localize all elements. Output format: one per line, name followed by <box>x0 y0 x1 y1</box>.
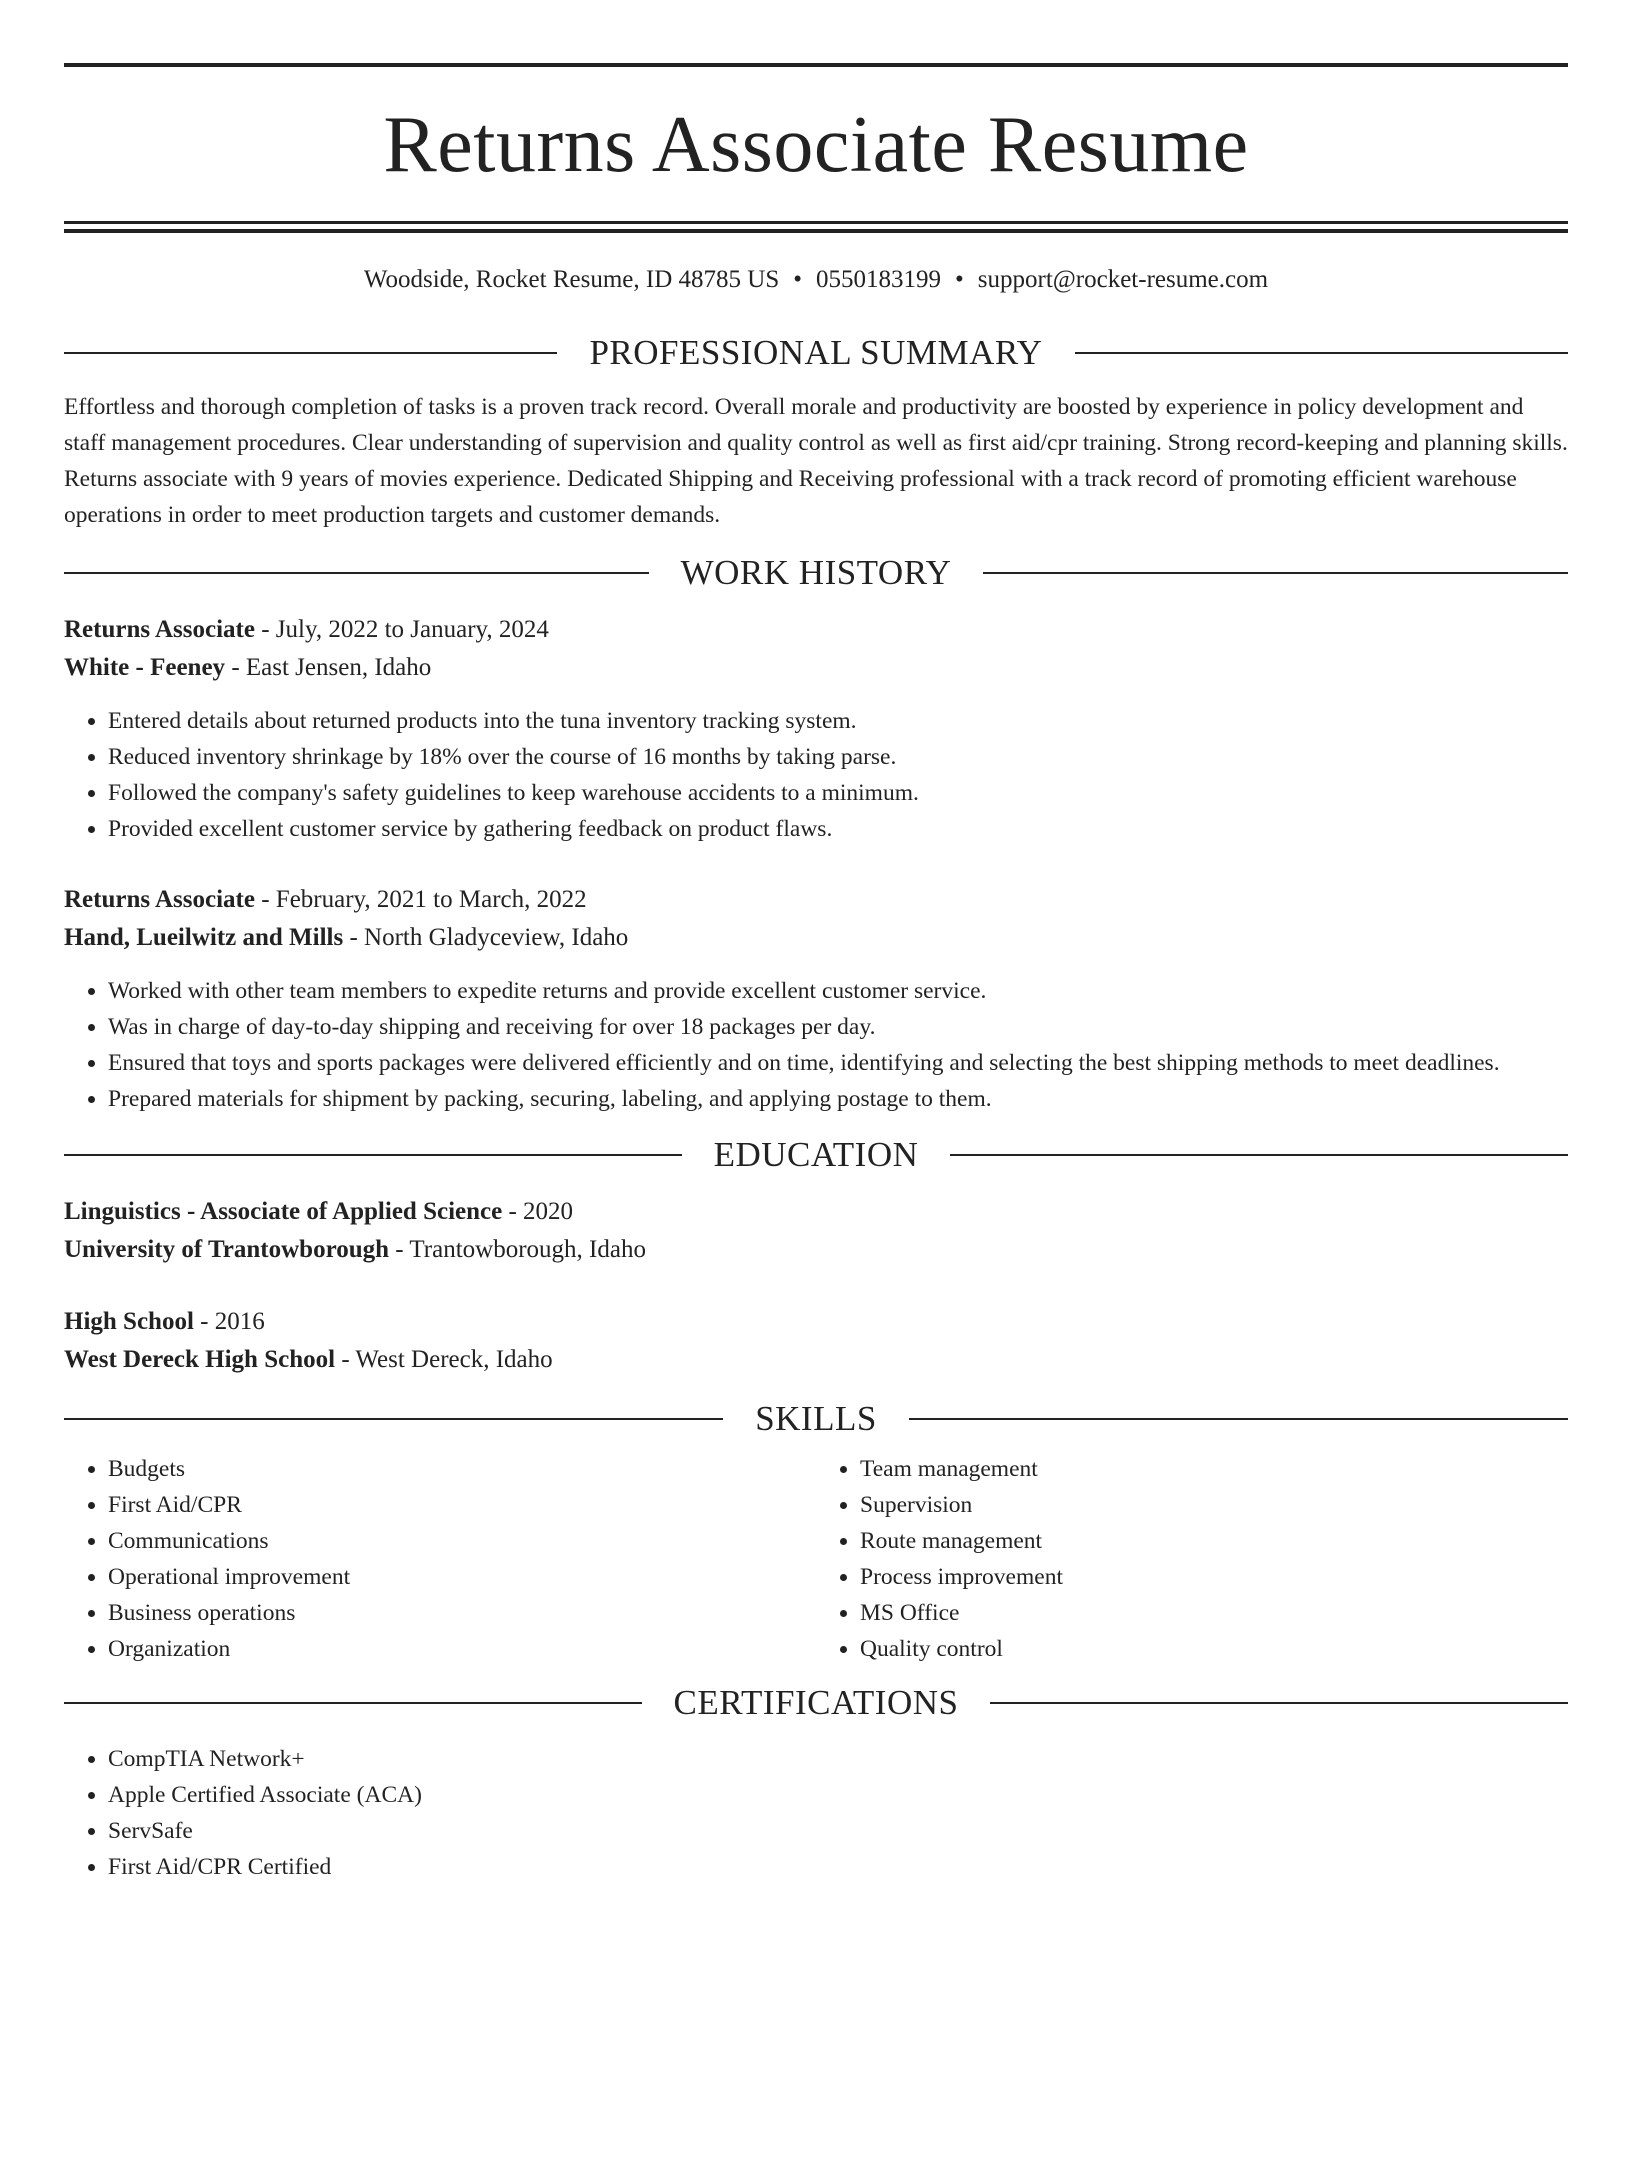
job-bullets <box>64 973 1568 1117</box>
skills-columns <box>64 1451 1568 1667</box>
skill-item: • Communications <box>108 1523 816 1559</box>
certification-item: • ServSafe <box>108 1813 1568 1849</box>
education-degree-line <box>64 1193 1568 1231</box>
section-title: WORK HISTORY <box>680 553 952 592</box>
job-location: - North Gladyceview, Idaho <box>343 924 629 951</box>
skill-item: • Operational improvement <box>108 1559 816 1595</box>
section-title: EDUCATION <box>713 1135 919 1174</box>
certification-item: • First Aid/CPR Certified <box>108 1849 1568 1885</box>
title-double-rule <box>64 221 1568 233</box>
section-heading-skills <box>64 1397 1568 1441</box>
heading-rule <box>983 572 1568 574</box>
certification-item: • CompTIA Network+ <box>108 1741 1568 1777</box>
education-school: University of Trantowborough <box>64 1236 390 1263</box>
contact-separator: • <box>955 266 964 293</box>
job-bullet: • Provided excellent customer service by gathering feedback on product flaws. <box>108 811 1568 847</box>
education-school-line <box>64 1341 1568 1379</box>
job-title-line <box>64 611 1568 649</box>
skill-item: • First Aid/CPR <box>108 1487 816 1523</box>
contact-line <box>64 263 1568 297</box>
skill-item: • Business operations <box>108 1595 816 1631</box>
resume-title: Returns Associate Resume <box>383 101 1249 189</box>
skill-item: • Organization <box>108 1631 816 1667</box>
heading-rule <box>64 1702 642 1704</box>
contact-phone: 0550183199 <box>816 266 941 293</box>
job-bullet: • Entered details about returned products into the tuna inventory tracking system. <box>108 703 1568 739</box>
heading-rule <box>950 1154 1568 1156</box>
skill-item: • Process improvement <box>860 1559 1568 1595</box>
job-company-line <box>64 919 1568 957</box>
skill-item: • Quality control <box>860 1631 1568 1667</box>
education-degree: High School <box>64 1308 194 1335</box>
skill-item: • Budgets <box>108 1451 816 1487</box>
contact-address: Woodside, Rocket Resume, ID 48785 US <box>363 266 780 293</box>
job-title: Returns Associate <box>64 616 255 643</box>
education-location: - West Dereck, Idaho <box>335 1346 553 1373</box>
skills-list-right <box>816 1451 1568 1667</box>
job-entry <box>64 881 1568 957</box>
section-heading-education <box>64 1133 1568 1177</box>
resume-page <box>0 63 1632 2175</box>
job-dates: - July, 2022 to January, 2024 <box>254 616 549 643</box>
skill-item: • MS Office <box>860 1595 1568 1631</box>
job-title-line <box>64 881 1568 919</box>
section-title: CERTIFICATIONS <box>673 1683 959 1722</box>
heading-rule <box>64 352 557 354</box>
education-school-line <box>64 1231 1568 1269</box>
heading-rule <box>1075 352 1568 354</box>
heading-rule <box>64 1418 723 1420</box>
heading-rule <box>909 1418 1568 1420</box>
job-bullets <box>64 703 1568 847</box>
contact-email: support@rocket-resume.com <box>977 266 1269 293</box>
skill-item: • Supervision <box>860 1487 1568 1523</box>
job-company: Hand, Lueilwitz and Mills <box>64 924 344 951</box>
education-year: - 2016 <box>193 1308 265 1335</box>
job-bullet: • Ensured that toys and sports packages were delivered efficiently and on time, identifying and selecting the best shipping methods to meet deadlines. <box>108 1045 1568 1081</box>
certifications-list <box>64 1741 1568 1885</box>
skill-item: • Team management <box>860 1451 1568 1487</box>
heading-rule <box>64 1154 682 1156</box>
education-entry <box>64 1303 1568 1379</box>
education-year: - 2020 <box>502 1198 574 1225</box>
top-rule <box>64 63 1568 67</box>
skill-item: • Route management <box>860 1523 1568 1559</box>
certification-item: • Apple Certified Associate (ACA) <box>108 1777 1568 1813</box>
job-title: Returns Associate <box>64 886 255 913</box>
heading-rule <box>64 572 649 574</box>
job-bullet: • Was in charge of day-to-day shipping and receiving for over 18 packages per day. <box>108 1009 1568 1045</box>
job-company-line <box>64 649 1568 687</box>
job-entry <box>64 611 1568 687</box>
education-entry <box>64 1193 1568 1269</box>
contact-separator: • <box>793 266 802 293</box>
job-company: White - Feeney <box>64 654 226 681</box>
skills-list-left <box>64 1451 816 1667</box>
job-bullet: • Prepared materials for shipment by packing, securing, labeling, and applying postage to them. <box>108 1081 1568 1117</box>
job-bullet: • Reduced inventory shrinkage by 18% over the course of 16 months by taking parse. <box>108 739 1568 775</box>
job-bullet: • Followed the company's safety guidelines to keep warehouse accidents to a minimum. <box>108 775 1568 811</box>
education-school: West Dereck High School <box>64 1346 336 1373</box>
job-bullet: • Worked with other team members to expedite returns and provide excellent customer service. <box>108 973 1568 1009</box>
summary-paragraph: Effortless and thorough completion of tasks is a proven track record. Overall morale and productivity are boosted by experience in policy development and staff management procedures. Clear understanding of supervision and quality control as well as first aid/cpr training. Strong record-keeping and planning skills. Returns associate with 9 years of movies experience. Dedicated Shipping and Receiving professional with a track record of promoting efficient warehouse operations in order to meet production targets and customer demands. <box>64 394 1568 528</box>
section-title: PROFESSIONAL SUMMARY <box>589 333 1043 372</box>
education-location: - Trantowborough, Idaho <box>389 1236 646 1263</box>
section-heading-summary <box>64 331 1568 375</box>
job-dates: - February, 2021 to March, 2022 <box>254 886 587 913</box>
job-location: - East Jensen, Idaho <box>225 654 432 681</box>
education-degree: Linguistics - Associate of Applied Science <box>64 1198 503 1225</box>
section-heading-certifications <box>64 1681 1568 1725</box>
heading-rule <box>990 1702 1568 1704</box>
section-heading-work-history <box>64 551 1568 595</box>
education-degree-line <box>64 1303 1568 1341</box>
section-title: SKILLS <box>755 1399 877 1438</box>
